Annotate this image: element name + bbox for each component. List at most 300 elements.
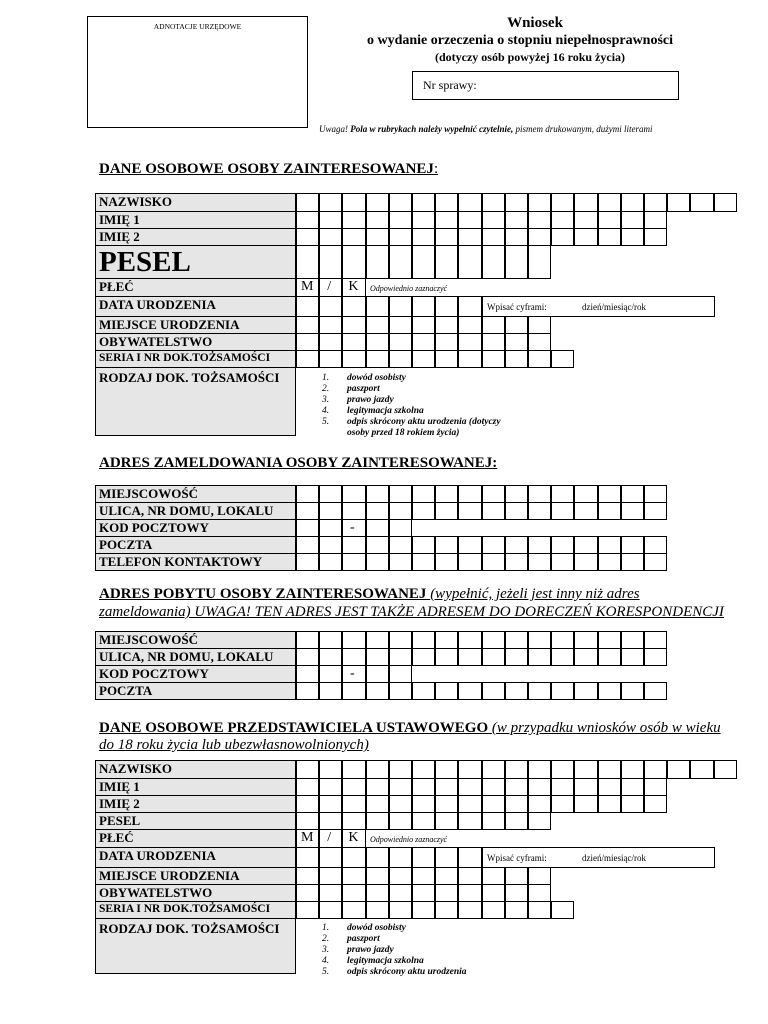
city-cell[interactable] xyxy=(366,485,389,503)
first-name-cell[interactable] xyxy=(389,211,412,229)
first-name-cell[interactable] xyxy=(366,778,389,796)
post-cell[interactable] xyxy=(435,536,458,554)
pesel-cell[interactable] xyxy=(366,812,389,830)
birth-place-cell[interactable] xyxy=(296,316,319,334)
city-cell[interactable] xyxy=(528,485,551,503)
street-cell[interactable] xyxy=(342,502,365,520)
birth-place-cell[interactable] xyxy=(366,316,389,334)
second-name-cell[interactable] xyxy=(366,795,389,813)
street-cell[interactable] xyxy=(644,502,667,520)
city-cell[interactable] xyxy=(435,485,458,503)
residence-street-cell[interactable] xyxy=(319,648,342,666)
post-cell[interactable] xyxy=(389,536,412,554)
residence-city-cell[interactable] xyxy=(574,631,597,649)
id-series-cell[interactable] xyxy=(551,350,574,368)
second-name-cell[interactable] xyxy=(528,795,551,813)
post-cell[interactable] xyxy=(598,536,621,554)
birth-place-cell[interactable] xyxy=(528,867,551,885)
second-name-cell[interactable] xyxy=(621,795,644,813)
birth-place-cell[interactable] xyxy=(458,316,481,334)
phone-cell[interactable] xyxy=(342,553,365,571)
birth-place-cell[interactable] xyxy=(505,316,528,334)
second-name-cell[interactable] xyxy=(574,795,597,813)
street-cell[interactable] xyxy=(412,502,435,520)
pesel-cell[interactable] xyxy=(482,812,505,830)
case-number-field[interactable] xyxy=(412,71,679,100)
city-cell[interactable] xyxy=(412,485,435,503)
birth-date-cell[interactable] xyxy=(366,847,389,868)
surname-cell[interactable] xyxy=(389,760,412,779)
id-series-cell[interactable] xyxy=(528,901,551,919)
phone-cell[interactable] xyxy=(412,553,435,571)
residence-street-cell[interactable] xyxy=(389,648,412,666)
id-series-cell[interactable] xyxy=(551,901,574,919)
second-name-cell[interactable] xyxy=(435,795,458,813)
citizenship-cell[interactable] xyxy=(412,884,435,902)
first-name-cell[interactable] xyxy=(319,211,342,229)
post-cell[interactable] xyxy=(296,536,319,554)
post-cell[interactable] xyxy=(644,536,667,554)
second-name-cell[interactable] xyxy=(551,228,574,246)
residence-post-cell[interactable] xyxy=(505,682,528,700)
citizenship-cell[interactable] xyxy=(389,884,412,902)
surname-cell[interactable] xyxy=(435,193,458,212)
id-series-cell[interactable] xyxy=(342,350,365,368)
first-name-cell[interactable] xyxy=(389,778,412,796)
birth-place-cell[interactable] xyxy=(389,316,412,334)
second-name-cell[interactable] xyxy=(296,228,319,246)
city-cell[interactable] xyxy=(598,485,621,503)
residence-city-cell[interactable] xyxy=(389,631,412,649)
street-cell[interactable] xyxy=(366,502,389,520)
pesel-cell[interactable] xyxy=(296,245,319,279)
post-cell[interactable] xyxy=(482,536,505,554)
citizenship-cell[interactable] xyxy=(296,884,319,902)
first-name-cell[interactable] xyxy=(482,778,505,796)
citizenship-cell[interactable] xyxy=(505,333,528,351)
id-series-cell[interactable] xyxy=(482,901,505,919)
second-name-cell[interactable] xyxy=(621,228,644,246)
second-name-cell[interactable] xyxy=(435,228,458,246)
street-cell[interactable] xyxy=(574,502,597,520)
residence-city-cell[interactable] xyxy=(319,631,342,649)
first-name-cell[interactable] xyxy=(319,778,342,796)
second-name-cell[interactable] xyxy=(389,795,412,813)
pesel-cell[interactable] xyxy=(366,245,389,279)
birth-place-cell[interactable] xyxy=(458,867,481,885)
pesel-cell[interactable] xyxy=(389,812,412,830)
street-cell[interactable] xyxy=(482,502,505,520)
second-name-cell[interactable] xyxy=(482,795,505,813)
phone-cell[interactable] xyxy=(598,553,621,571)
surname-cell[interactable] xyxy=(342,760,365,779)
residence-city-cell[interactable] xyxy=(482,631,505,649)
birth-place-cell[interactable] xyxy=(342,316,365,334)
residence-street-cell[interactable] xyxy=(482,648,505,666)
surname-cell[interactable] xyxy=(714,760,737,779)
id-series-cell[interactable] xyxy=(366,350,389,368)
second-name-cell[interactable] xyxy=(296,795,319,813)
residence-street-cell[interactable] xyxy=(551,648,574,666)
phone-cell[interactable] xyxy=(458,553,481,571)
surname-cell[interactable] xyxy=(551,193,574,212)
first-name-cell[interactable] xyxy=(598,211,621,229)
surname-cell[interactable] xyxy=(435,760,458,779)
id-series-cell[interactable] xyxy=(505,350,528,368)
phone-cell[interactable] xyxy=(644,553,667,571)
residence-post-cell[interactable] xyxy=(319,682,342,700)
citizenship-cell[interactable] xyxy=(319,333,342,351)
id-series-cell[interactable] xyxy=(505,901,528,919)
pesel-cell[interactable] xyxy=(528,245,551,279)
id-series-cell[interactable] xyxy=(482,350,505,368)
id-series-cell[interactable] xyxy=(319,901,342,919)
first-name-cell[interactable] xyxy=(598,778,621,796)
pesel-cell[interactable] xyxy=(435,812,458,830)
post-cell[interactable] xyxy=(574,536,597,554)
first-name-cell[interactable] xyxy=(574,778,597,796)
first-name-cell[interactable] xyxy=(435,211,458,229)
phone-cell[interactable] xyxy=(505,553,528,571)
surname-cell[interactable] xyxy=(574,193,597,212)
citizenship-cell[interactable] xyxy=(482,884,505,902)
birth-date-cell[interactable] xyxy=(296,296,319,317)
residence-city-cell[interactable] xyxy=(435,631,458,649)
surname-cell[interactable] xyxy=(551,760,574,779)
citizenship-cell[interactable] xyxy=(482,333,505,351)
id-series-cell[interactable] xyxy=(458,901,481,919)
residence-street-cell[interactable] xyxy=(296,648,319,666)
pesel-cell[interactable] xyxy=(505,245,528,279)
pesel-cell[interactable] xyxy=(412,245,435,279)
citizenship-cell[interactable] xyxy=(342,884,365,902)
residence-post-cell[interactable] xyxy=(644,682,667,700)
surname-cell[interactable] xyxy=(342,193,365,212)
second-name-cell[interactable] xyxy=(342,795,365,813)
first-name-cell[interactable] xyxy=(528,778,551,796)
first-name-cell[interactable] xyxy=(435,778,458,796)
surname-cell[interactable] xyxy=(574,760,597,779)
birth-date-cell[interactable] xyxy=(319,296,342,317)
citizenship-cell[interactable] xyxy=(412,333,435,351)
city-cell[interactable] xyxy=(482,485,505,503)
id-series-cell[interactable] xyxy=(342,901,365,919)
city-cell[interactable] xyxy=(319,485,342,503)
phone-cell[interactable] xyxy=(482,553,505,571)
residence-city-cell[interactable] xyxy=(551,631,574,649)
residence-post-cell[interactable] xyxy=(574,682,597,700)
surname-cell[interactable] xyxy=(319,193,342,212)
birth-date-cell[interactable] xyxy=(342,296,365,317)
post-cell[interactable] xyxy=(458,536,481,554)
surname-cell[interactable] xyxy=(714,193,737,212)
citizenship-cell[interactable] xyxy=(528,884,551,902)
birth-place-cell[interactable] xyxy=(505,867,528,885)
pesel-cell[interactable] xyxy=(296,812,319,830)
second-name-cell[interactable] xyxy=(644,795,667,813)
first-name-cell[interactable] xyxy=(296,211,319,229)
residence-post-cell[interactable] xyxy=(412,682,435,700)
post-cell[interactable] xyxy=(505,536,528,554)
first-name-cell[interactable] xyxy=(366,211,389,229)
residence-post-cell[interactable] xyxy=(389,682,412,700)
pesel-cell[interactable] xyxy=(412,812,435,830)
surname-cell[interactable] xyxy=(389,193,412,212)
id-series-cell[interactable] xyxy=(435,901,458,919)
residence-city-cell[interactable] xyxy=(644,631,667,649)
birth-date-cell[interactable] xyxy=(458,847,481,868)
surname-cell[interactable] xyxy=(319,760,342,779)
residence-post-cell[interactable] xyxy=(528,682,551,700)
birth-place-cell[interactable] xyxy=(482,316,505,334)
second-name-cell[interactable] xyxy=(528,228,551,246)
residence-postcode-cell[interactable] xyxy=(389,665,412,683)
id-series-cell[interactable] xyxy=(389,901,412,919)
surname-cell[interactable] xyxy=(621,760,644,779)
residence-post-cell[interactable] xyxy=(342,682,365,700)
surname-cell[interactable] xyxy=(366,760,389,779)
surname-cell[interactable] xyxy=(505,760,528,779)
pesel-cell[interactable] xyxy=(458,245,481,279)
phone-cell[interactable] xyxy=(621,553,644,571)
surname-cell[interactable] xyxy=(690,193,713,212)
birth-place-cell[interactable] xyxy=(412,316,435,334)
surname-cell[interactable] xyxy=(690,760,713,779)
first-name-cell[interactable] xyxy=(574,211,597,229)
residence-post-cell[interactable] xyxy=(482,682,505,700)
citizenship-cell[interactable] xyxy=(319,884,342,902)
surname-cell[interactable] xyxy=(621,193,644,212)
birth-place-cell[interactable] xyxy=(366,867,389,885)
citizenship-cell[interactable] xyxy=(366,884,389,902)
second-name-cell[interactable] xyxy=(551,795,574,813)
first-name-cell[interactable] xyxy=(505,778,528,796)
id-series-cell[interactable] xyxy=(389,350,412,368)
residence-street-cell[interactable] xyxy=(435,648,458,666)
birth-place-cell[interactable] xyxy=(319,316,342,334)
first-name-cell[interactable] xyxy=(412,778,435,796)
first-name-cell[interactable] xyxy=(644,778,667,796)
residence-post-cell[interactable] xyxy=(435,682,458,700)
birth-place-cell[interactable] xyxy=(435,867,458,885)
second-name-cell[interactable] xyxy=(458,795,481,813)
second-name-cell[interactable] xyxy=(574,228,597,246)
residence-post-cell[interactable] xyxy=(458,682,481,700)
pesel-cell[interactable] xyxy=(319,812,342,830)
residence-street-cell[interactable] xyxy=(505,648,528,666)
first-name-cell[interactable] xyxy=(551,211,574,229)
citizenship-cell[interactable] xyxy=(342,333,365,351)
city-cell[interactable] xyxy=(505,485,528,503)
postcode-cell[interactable] xyxy=(389,519,412,537)
residence-post-cell[interactable] xyxy=(296,682,319,700)
birth-date-cell[interactable] xyxy=(435,296,458,317)
id-series-cell[interactable] xyxy=(296,901,319,919)
first-name-cell[interactable] xyxy=(482,211,505,229)
residence-city-cell[interactable] xyxy=(505,631,528,649)
post-cell[interactable] xyxy=(342,536,365,554)
birth-date-cell[interactable] xyxy=(412,847,435,868)
id-series-cell[interactable] xyxy=(458,350,481,368)
city-cell[interactable] xyxy=(551,485,574,503)
first-name-cell[interactable] xyxy=(342,211,365,229)
first-name-cell[interactable] xyxy=(621,778,644,796)
phone-cell[interactable] xyxy=(551,553,574,571)
citizenship-cell[interactable] xyxy=(505,884,528,902)
surname-cell[interactable] xyxy=(644,760,667,779)
street-cell[interactable] xyxy=(389,502,412,520)
pesel-cell[interactable] xyxy=(458,812,481,830)
city-cell[interactable] xyxy=(644,485,667,503)
street-cell[interactable] xyxy=(296,502,319,520)
first-name-cell[interactable] xyxy=(505,211,528,229)
id-series-cell[interactable] xyxy=(412,901,435,919)
surname-cell[interactable] xyxy=(296,760,319,779)
residence-postcode-cell[interactable] xyxy=(319,665,342,683)
birth-date-cell[interactable] xyxy=(342,847,365,868)
pesel-cell[interactable] xyxy=(342,812,365,830)
street-cell[interactable] xyxy=(319,502,342,520)
birth-place-cell[interactable] xyxy=(482,867,505,885)
street-cell[interactable] xyxy=(528,502,551,520)
surname-cell[interactable] xyxy=(412,760,435,779)
second-name-cell[interactable] xyxy=(505,795,528,813)
first-name-cell[interactable] xyxy=(528,211,551,229)
surname-cell[interactable] xyxy=(598,193,621,212)
postcode-cell[interactable] xyxy=(296,519,319,537)
birth-place-cell[interactable] xyxy=(435,316,458,334)
birth-place-cell[interactable] xyxy=(389,867,412,885)
residence-street-cell[interactable] xyxy=(644,648,667,666)
residence-street-cell[interactable] xyxy=(621,648,644,666)
city-cell[interactable] xyxy=(458,485,481,503)
street-cell[interactable] xyxy=(598,502,621,520)
id-series-cell[interactable] xyxy=(319,350,342,368)
surname-cell[interactable] xyxy=(667,760,690,779)
surname-cell[interactable] xyxy=(528,760,551,779)
second-name-cell[interactable] xyxy=(319,228,342,246)
birth-place-cell[interactable] xyxy=(412,867,435,885)
residence-city-cell[interactable] xyxy=(296,631,319,649)
residence-street-cell[interactable] xyxy=(366,648,389,666)
surname-cell[interactable] xyxy=(505,193,528,212)
first-name-cell[interactable] xyxy=(342,778,365,796)
citizenship-cell[interactable] xyxy=(366,333,389,351)
phone-cell[interactable] xyxy=(574,553,597,571)
second-name-cell[interactable] xyxy=(644,228,667,246)
residence-city-cell[interactable] xyxy=(528,631,551,649)
id-series-cell[interactable] xyxy=(296,350,319,368)
pesel-cell[interactable] xyxy=(435,245,458,279)
id-series-cell[interactable] xyxy=(435,350,458,368)
pesel-cell[interactable] xyxy=(389,245,412,279)
street-cell[interactable] xyxy=(505,502,528,520)
residence-city-cell[interactable] xyxy=(366,631,389,649)
surname-cell[interactable] xyxy=(482,760,505,779)
post-cell[interactable] xyxy=(412,536,435,554)
second-name-cell[interactable] xyxy=(458,228,481,246)
post-cell[interactable] xyxy=(551,536,574,554)
street-cell[interactable] xyxy=(458,502,481,520)
second-name-cell[interactable] xyxy=(598,228,621,246)
phone-cell[interactable] xyxy=(389,553,412,571)
first-name-cell[interactable] xyxy=(644,211,667,229)
residence-city-cell[interactable] xyxy=(458,631,481,649)
first-name-cell[interactable] xyxy=(412,211,435,229)
residence-city-cell[interactable] xyxy=(412,631,435,649)
surname-cell[interactable] xyxy=(412,193,435,212)
birth-date-cell[interactable] xyxy=(412,296,435,317)
second-name-cell[interactable] xyxy=(482,228,505,246)
residence-street-cell[interactable] xyxy=(412,648,435,666)
first-name-cell[interactable] xyxy=(551,778,574,796)
surname-cell[interactable] xyxy=(296,193,319,212)
residence-post-cell[interactable] xyxy=(551,682,574,700)
id-series-cell[interactable] xyxy=(528,350,551,368)
residence-postcode-cell[interactable] xyxy=(366,665,389,683)
first-name-cell[interactable] xyxy=(296,778,319,796)
postcode-cell[interactable] xyxy=(366,519,389,537)
residence-street-cell[interactable] xyxy=(342,648,365,666)
birth-date-cell[interactable] xyxy=(435,847,458,868)
citizenship-cell[interactable] xyxy=(458,884,481,902)
birth-place-cell[interactable] xyxy=(342,867,365,885)
citizenship-cell[interactable] xyxy=(296,333,319,351)
birth-place-cell[interactable] xyxy=(319,867,342,885)
pesel-cell[interactable] xyxy=(528,812,551,830)
street-cell[interactable] xyxy=(621,502,644,520)
residence-post-cell[interactable] xyxy=(366,682,389,700)
residence-street-cell[interactable] xyxy=(528,648,551,666)
surname-cell[interactable] xyxy=(528,193,551,212)
surname-cell[interactable] xyxy=(458,760,481,779)
id-series-cell[interactable] xyxy=(412,350,435,368)
birth-date-cell[interactable] xyxy=(389,296,412,317)
id-series-cell[interactable] xyxy=(366,901,389,919)
second-name-cell[interactable] xyxy=(366,228,389,246)
second-name-cell[interactable] xyxy=(319,795,342,813)
second-name-cell[interactable] xyxy=(389,228,412,246)
pesel-cell[interactable] xyxy=(482,245,505,279)
birth-place-cell[interactable] xyxy=(296,867,319,885)
postcode-cell[interactable] xyxy=(319,519,342,537)
first-name-cell[interactable] xyxy=(458,211,481,229)
second-name-cell[interactable] xyxy=(598,795,621,813)
first-name-cell[interactable] xyxy=(458,778,481,796)
residence-city-cell[interactable] xyxy=(621,631,644,649)
second-name-cell[interactable] xyxy=(342,228,365,246)
birth-place-cell[interactable] xyxy=(528,316,551,334)
surname-cell[interactable] xyxy=(644,193,667,212)
residence-postcode-cell[interactable] xyxy=(296,665,319,683)
birth-date-cell[interactable] xyxy=(458,296,481,317)
surname-cell[interactable] xyxy=(667,193,690,212)
citizenship-cell[interactable] xyxy=(435,333,458,351)
birth-date-cell[interactable] xyxy=(366,296,389,317)
birth-date-cell[interactable] xyxy=(389,847,412,868)
pesel-cell[interactable] xyxy=(342,245,365,279)
residence-post-cell[interactable] xyxy=(598,682,621,700)
second-name-cell[interactable] xyxy=(412,228,435,246)
residence-street-cell[interactable] xyxy=(598,648,621,666)
birth-date-cell[interactable] xyxy=(296,847,319,868)
post-cell[interactable] xyxy=(621,536,644,554)
surname-cell[interactable] xyxy=(598,760,621,779)
post-cell[interactable] xyxy=(528,536,551,554)
citizenship-cell[interactable] xyxy=(528,333,551,351)
city-cell[interactable] xyxy=(342,485,365,503)
pesel-cell[interactable] xyxy=(505,812,528,830)
